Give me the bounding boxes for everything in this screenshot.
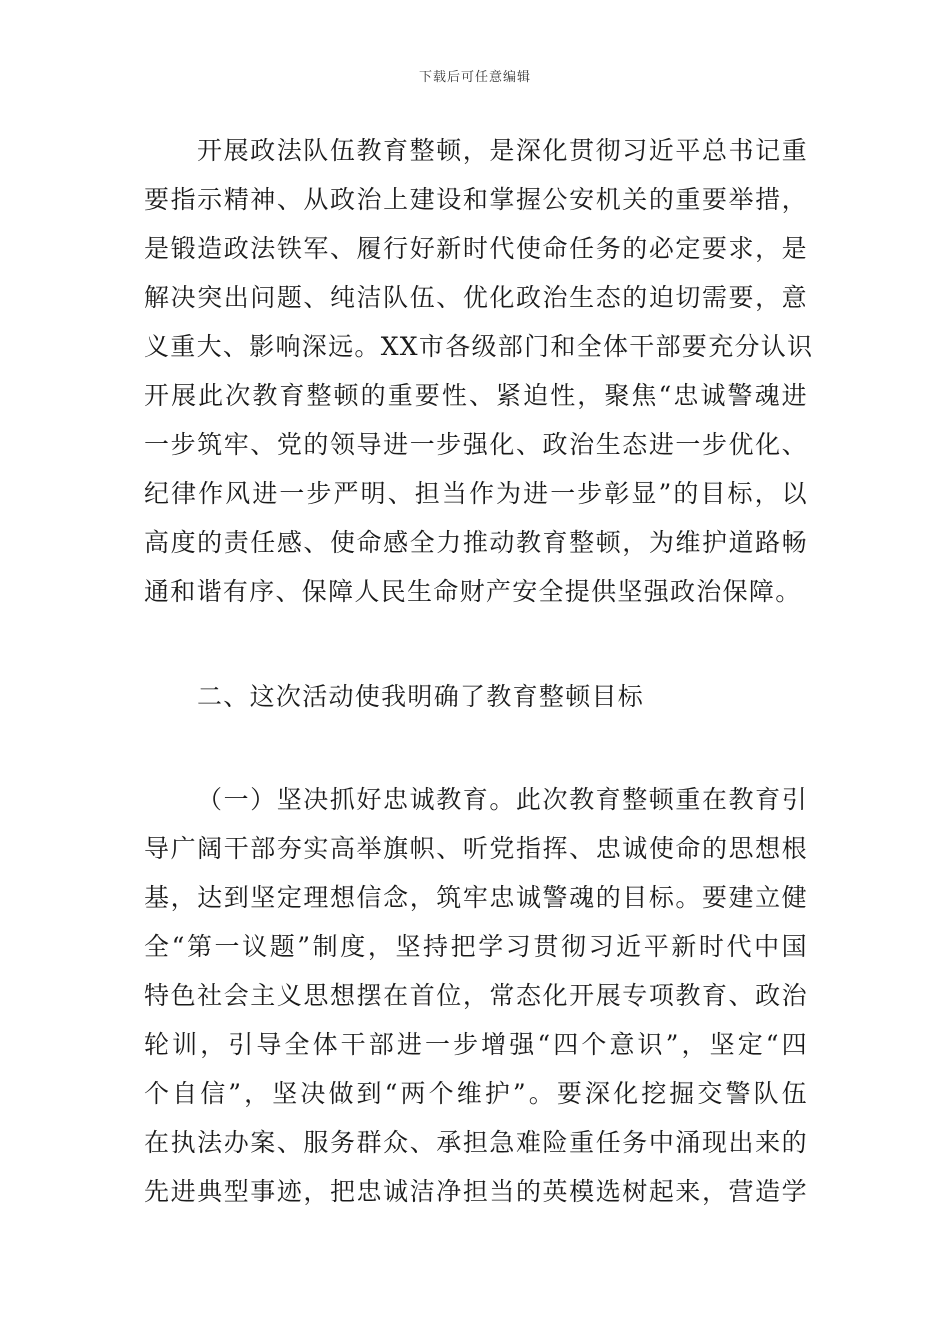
paragraph-line: 开展政法队伍教育整顿，是深化贯彻习近平总书记重	[197, 136, 808, 165]
paragraph-line: 特色社会主义思想摆在首位，常态化开展专项教育、政治	[144, 981, 808, 1010]
paragraph-line: 先进典型事迹，把忠诚洁净担当的英模选树起来，营造学	[144, 1177, 808, 1206]
paragraph-line: 要指示精神、从政治上建设和掌握公安机关的重要举措，	[144, 185, 808, 214]
paragraph-line: 一步筑牢、党的领导进一步强化、政治生态进一步优化、	[144, 430, 808, 459]
paragraph-line: 开展此次教育整顿的重要性、紧迫性，聚焦“忠诚警魂进	[144, 381, 808, 410]
paragraph-line: 通和谐有序、保障人民生命财产安全提供坚强政治保障。	[144, 577, 802, 606]
paragraph-line: 全“第一议题”制度，坚持把学习贯彻习近平新时代中国	[144, 932, 808, 961]
header-note: 下载后可任意编辑	[418, 70, 531, 85]
paragraph-line: 个自信”，坚决做到“两个维护”。要深化挖掘交警队伍	[144, 1079, 808, 1108]
paragraph-line: 解决突出问题、纯洁队伍、优化政治生态的迫切需要，意	[144, 283, 808, 312]
paragraph-line: （一）坚决抓好忠诚教育。此次教育整顿重在教育引	[197, 785, 808, 814]
paragraph-line: 基，达到坚定理想信念，筑牢忠诚警魂的目标。要建立健	[144, 883, 808, 912]
paragraph-line: 纪律作风进一步严明、担当作为进一步彰显”的目标，以	[144, 479, 808, 508]
paragraph-line: 高度的责任感、使命感全力推动教育整顿，为维护道路畅	[144, 528, 808, 557]
section-heading: 二、这次活动使我明确了教育整顿目标	[197, 682, 645, 711]
paragraph-line: 义重大、影响深远。XX市各级部门和全体干部要充分认识	[144, 332, 814, 361]
paragraph-line: 在执法办案、服务群众、承担急难险重任务中涌现出来的	[144, 1128, 808, 1157]
paragraph-line: 导广阔干部夯实高举旗帜、听党指挥、忠诚使命的思想根	[144, 834, 808, 863]
paragraph-line: 轮训，引导全体干部进一步增强“四个意识”，坚定“四	[144, 1030, 808, 1059]
paragraph-line: 是锻造政法铁军、履行好新时代使命任务的必定要求，是	[144, 234, 808, 263]
